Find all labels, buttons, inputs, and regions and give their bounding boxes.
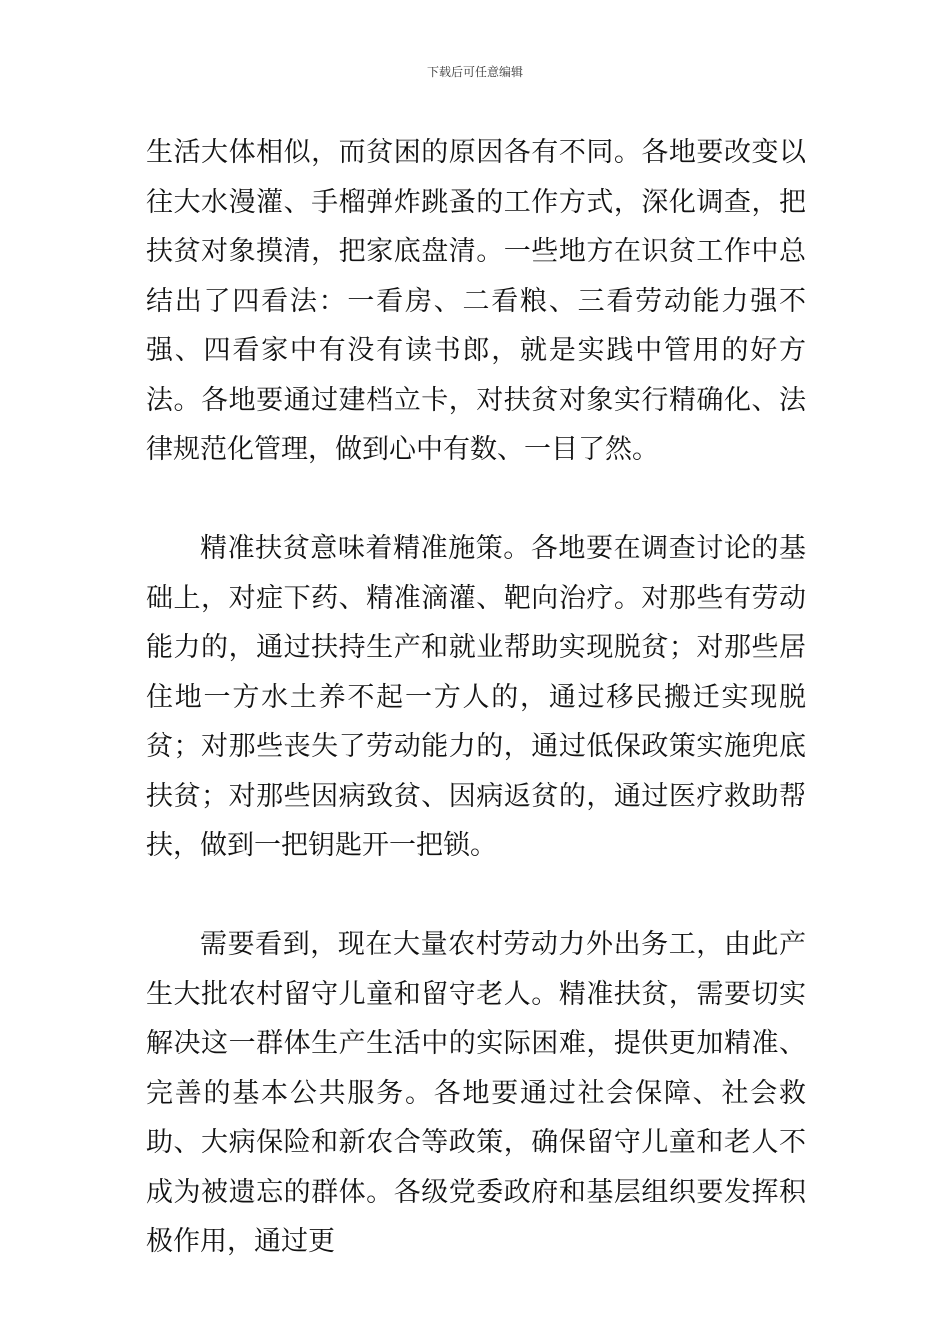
paragraph-2: 精准扶贫意味着精准施策。各地要在调查讨论的基础上，对症下药、精准滴灌、靶向治疗。对那些有劳动能力的，通过扶持生产和就业帮助实现脱贫；对那些居住地一方水土养不起一方人的，通过移民搬迁实现脱贫；对那些丧失了劳动能力的，通过低保政策实施兜底扶贫；对那些因病致贫、因病返贫的，通过医疗救助帮扶，做到一把钥匙开一把锁。: [146, 533, 806, 861]
paragraph-3: 需要看到，现在大量农村劳动力外出务工，由此产生大批农村留守儿童和留守老人。精准扶贫，需要切实解决这一群体生产生活中的实际困难，提供更加精准、完善的基本公共服务。各地要通过社会保障、社会救助、大病保险和新农合等政策，确保留守儿童和老人不成为被遗忘的群体。各级党委政府和基层组织要发挥积极作用，通过更: [146, 929, 806, 1257]
page-header: 下载后可任意编辑: [426, 65, 523, 79]
paragraph-1: 生活大体相似，而贫困的原因各有不同。各地要改变以往大水漫灌、手榴弹炸跳蚤的工作方式，深化调查，把扶贫对象摸清，把家底盘清。一些地方在识贫工作中总结出了四看法：一看房、二看粮、三看劳动能力强不强、四看家中有没有读书郎，就是实践中管用的好方法。各地要通过建档立卡，对扶贫对象实行精确化、法律规范化管理，做到心中有数、一目了然。: [146, 137, 806, 465]
paragraph-gap: [146, 871, 806, 921]
paragraph-gap: [146, 475, 806, 525]
document-body: [146, 128, 806, 1267]
